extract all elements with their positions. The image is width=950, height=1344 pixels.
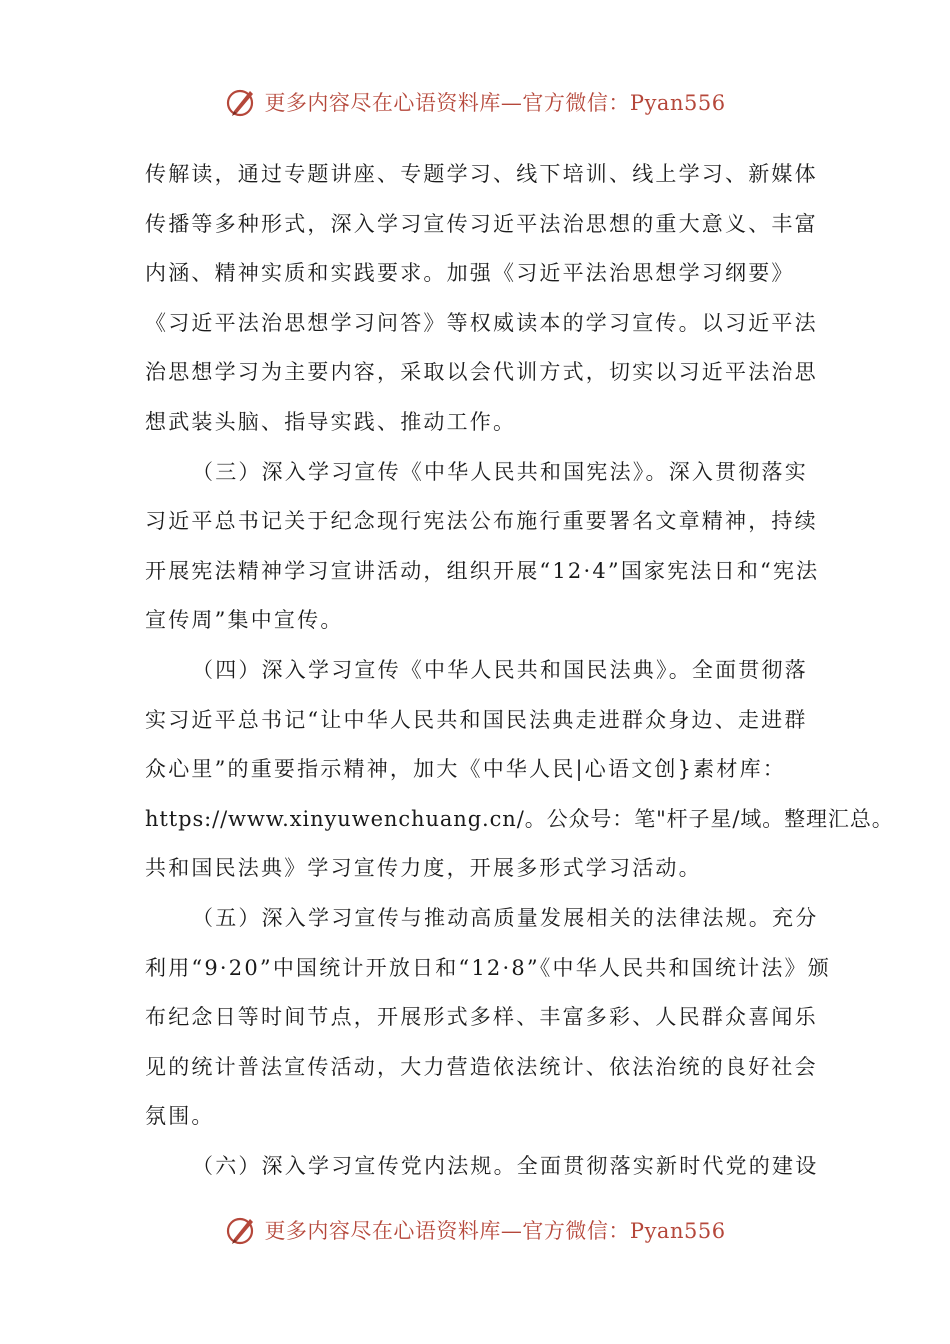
text-line: 氛围。 xyxy=(145,1104,215,1129)
text-line: 习近平总书记关于纪念现行宪法公布施行重要署名文章精神，持续 xyxy=(145,509,818,534)
text-line: 利用“9·20”中国统计开放日和“12·8”《中华人民共和国统计法》颁 xyxy=(145,955,831,980)
section-heading-line: （六）深入学习宣传党内法规。全面贯彻落实新时代党的建设 xyxy=(192,1153,819,1178)
footer-banner xyxy=(0,1210,950,1250)
text-line: 见的统计普法宣传活动，大力营造依法统计、依法治统的良好社会 xyxy=(145,1054,818,1079)
text-line: 治思想学习为主要内容，采取以会代训方式，切实以习近平法治思 xyxy=(145,360,818,385)
text-line: 传解读，通过专题讲座、专题学习、线下培训、线上学习、新媒体 xyxy=(145,162,818,186)
text-line: 布纪念日等时间节点，开展形式多样、丰富多彩、人民群众喜闻乐 xyxy=(145,1005,818,1030)
url-text-line: https://www.xinyuwenchuang.cn/。公众号：笔"杆子星/域。整理汇总。 xyxy=(145,806,894,831)
header-banner-text: 更多内容尽在心语资料库—官方微信：Pyan556 xyxy=(264,91,726,115)
section-heading-line: （四）深入学习宣传《中华人民共和国民法典》。全面贯彻落 xyxy=(192,657,808,682)
text-line: 宣传周”集中宣传。 xyxy=(145,608,344,633)
text-line: 实习近平总书记“让中华人民共和国民法典走进群众身边、走进群 xyxy=(145,707,808,732)
text-line: 众心里”的重要指示精神，加大《中华人民|心语文创}素材库： xyxy=(145,757,786,782)
header-banner xyxy=(0,82,950,122)
pen-logo-icon xyxy=(224,85,258,119)
text-line: 共和国民法典》学习宣传力度，开展多形式学习活动。 xyxy=(145,856,702,881)
text-line: 传播等多种形式，深入学习宣传习近平法治思想的重大意义、丰富 xyxy=(145,211,818,236)
text-line: 《习近平法治思想学习问答》等权威读本的学习宣传。以习近平法 xyxy=(145,310,818,335)
text-line: 开展宪法精神学习宣讲活动，组织开展“12·4”国家宪法日和“宪法 xyxy=(145,558,820,583)
text-line: 想武装头脑、指导实践、推动工作。 xyxy=(145,409,517,434)
pen-logo-icon xyxy=(224,1213,258,1247)
text-line: 内涵、精神实质和实践要求。加强《习近平法治思想学习纲要》 xyxy=(145,261,795,286)
section-heading-line: （三）深入学习宣传《中华人民共和国宪法》。深入贯彻落实 xyxy=(192,459,808,484)
footer-banner-text: 更多内容尽在心语资料库—官方微信：Pyan556 xyxy=(264,1219,726,1243)
section-heading-line: （五）深入学习宣传与推动高质量发展相关的法律法规。充分 xyxy=(192,905,819,930)
document-body xyxy=(145,150,894,1191)
